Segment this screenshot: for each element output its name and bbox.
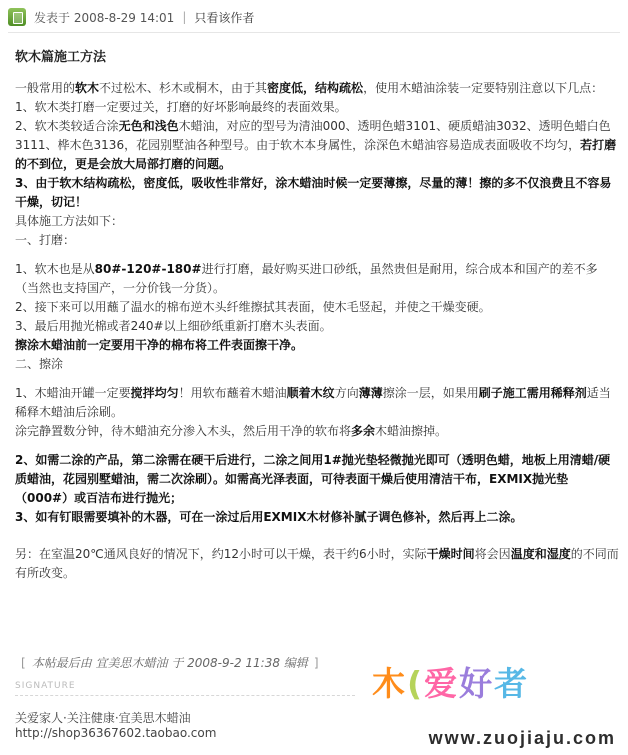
s2p1-bold-1: 搅拌均匀 bbox=[130, 386, 179, 400]
edit-note-close: ] bbox=[313, 655, 319, 670]
point-2-bold-1: 无色和浅色 bbox=[118, 119, 179, 133]
post-header bbox=[8, 4, 620, 30]
edit-note bbox=[15, 654, 325, 671]
point-2-bold-2: 若打磨的不到位，更是会放大局部打磨的问题。 bbox=[15, 138, 617, 171]
s2p1-bold-3: 薄薄 bbox=[358, 386, 383, 400]
drying-note bbox=[15, 545, 620, 583]
note-text-1: 另：在室温20℃通风良好的情况下，约12小时可以干燥，表干约6小时，实际 bbox=[15, 547, 427, 561]
signature-link[interactable]: http://shop36367602.taobao.com bbox=[15, 726, 217, 740]
intro-bold-1: 软木 bbox=[75, 81, 100, 95]
point-2 bbox=[15, 117, 620, 174]
header-separator: | bbox=[182, 10, 187, 24]
watermark-char-1: 木 bbox=[372, 664, 407, 703]
s2p1-text-5: 适当稀释木蜡油后涂刷。 bbox=[15, 386, 611, 419]
watermark-char-4: 好 bbox=[459, 664, 495, 703]
note-text-3: 的不同而有所改变。 bbox=[15, 547, 619, 580]
header-divider bbox=[8, 32, 620, 33]
post-title: 软木篇施工方法 bbox=[15, 50, 107, 65]
watermark-logo bbox=[372, 658, 529, 705]
signature-line-1: 关爱家人·关注健康·宜美思木蜡油 bbox=[15, 711, 191, 725]
watermark-char-2: ( bbox=[407, 664, 425, 703]
s2p1-text-2: ！用软布蘸着木蜡油 bbox=[178, 386, 287, 400]
method-title: 具体施工方法如下： bbox=[15, 214, 124, 228]
post-icon bbox=[8, 8, 26, 26]
section-1-point-3: 3、最后用抛光棉或者240#以上细砂纸重新打磨木头表面。 bbox=[15, 319, 332, 333]
intro-text-1: 一般常用的 bbox=[15, 81, 76, 95]
point-2-text-2: 木蜡油，对应的型号为清油000、透明色蜡3101、硬质蜡油3032、透明色蜡白色3111、桦木色3136，花园别墅油各种型号。由于软木本身属性，涂深色木蜡油容易造成表面吸收不均匀， bbox=[15, 119, 611, 152]
s2p1-text-3: 方向 bbox=[334, 386, 359, 400]
section-1-title: 一、打磨： bbox=[15, 233, 76, 247]
intro-bold-2: 密度低，结构疏松 bbox=[267, 81, 364, 95]
section-1-note: 擦涂木蜡油前一定要用干净的棉布将工件表面擦干净。 bbox=[15, 338, 304, 352]
s2p1-text-4: 擦涂一层，如果用 bbox=[382, 386, 479, 400]
s1p1-text-2: 进行打磨，最好购买进口砂纸，虽然贵但是耐用，综合成本和国产的差不多（当然也支持国产，一分价钱一分货）。 bbox=[15, 262, 598, 295]
signature-label: SIGNATURE bbox=[15, 681, 76, 691]
intro-text-3: ，使用木蜡油涂装一定要特别注意以下几点： bbox=[363, 81, 604, 95]
s2p1b-text-2: 木蜡油擦掉。 bbox=[375, 424, 448, 438]
note-text-2: 将会因 bbox=[474, 547, 511, 561]
point-1: 1、软木类打磨一定要过关，打磨的好坏影响最终的表面效果。 bbox=[15, 100, 347, 114]
edit-note-open: [ bbox=[21, 655, 26, 670]
s2p1-bold-4: 刷子施工需用稀释剂 bbox=[478, 386, 587, 400]
section-2-point-3: 3、如有钉眼需要填补的木器，可在一涂过后用EXMIX木材修补腻子调色修补，然后再上二涂。 bbox=[15, 510, 523, 524]
s2p1-bold-2: 顺着木纹 bbox=[286, 386, 335, 400]
intro-text-2: 不过松木、杉木或桐木，由于其 bbox=[99, 81, 268, 95]
s2p1b-text-1: 涂完静置数分钟，待木蜡油充分渗入木头，然后用干净的软布将 bbox=[15, 424, 352, 438]
section-2-title: 二、擦涂 bbox=[15, 357, 64, 371]
section-2-point-1b bbox=[15, 422, 620, 441]
s1p1-text-1: 1、软木也是从 bbox=[15, 262, 95, 276]
section-1-point-1 bbox=[15, 260, 620, 298]
section-2-point-2: 2、如需二涂的产品，第二涂需在硬干后进行，二涂之间用1#抛光垫轻微抛光即可（透明色蜡，地板上用清蜡/硬质蜡油，花园别墅蜡油，需二次涂刷）。如需高光泽表面，可待表面干燥后使用清洁干布，EXMIX抛光垫（000#）或百洁布进行抛光； bbox=[15, 453, 611, 505]
site-watermark bbox=[372, 656, 622, 755]
intro-paragraph bbox=[15, 79, 620, 98]
section-2-point-1 bbox=[15, 384, 620, 422]
s1p1-bold-1: 80#-120#-180# bbox=[94, 262, 202, 276]
watermark-char-3: 爱 bbox=[424, 664, 460, 703]
post-content bbox=[15, 44, 620, 583]
s2p1b-bold-1: 多余 bbox=[351, 424, 376, 438]
only-author-link[interactable]: 只看该作者 bbox=[194, 10, 255, 25]
edit-note-text: 本帖最后由 宜美思木蜡油 于 2008-9-2 11:38 编辑 bbox=[31, 656, 308, 670]
watermark-url: www.zuojiaju.com bbox=[428, 728, 616, 748]
section-1-point-2: 2、接下来可以用蘸了温水的棉布逆木头纤维擦拭其表面，使木毛竖起，并使之干燥变硬。 bbox=[15, 300, 491, 314]
point-2-text-1: 2、软木类较适合涂 bbox=[15, 119, 119, 133]
signature-divider bbox=[15, 695, 355, 696]
point-3: 3、由于软木结构疏松，密度低，吸收性非常好，涂木蜡油时候一定要薄擦，尽量的薄！擦的多不仅浪费且不容易干燥，切记！ bbox=[15, 176, 612, 209]
watermark-char-5: 者 bbox=[494, 664, 530, 703]
s2p1-text-1: 1、木蜡油开罐一定要 bbox=[15, 386, 131, 400]
note-bold-1: 干燥时间 bbox=[426, 547, 475, 561]
note-bold-2: 温度和湿度 bbox=[510, 547, 571, 561]
post-time: 发表于 2008-8-29 14:01 bbox=[34, 10, 175, 25]
